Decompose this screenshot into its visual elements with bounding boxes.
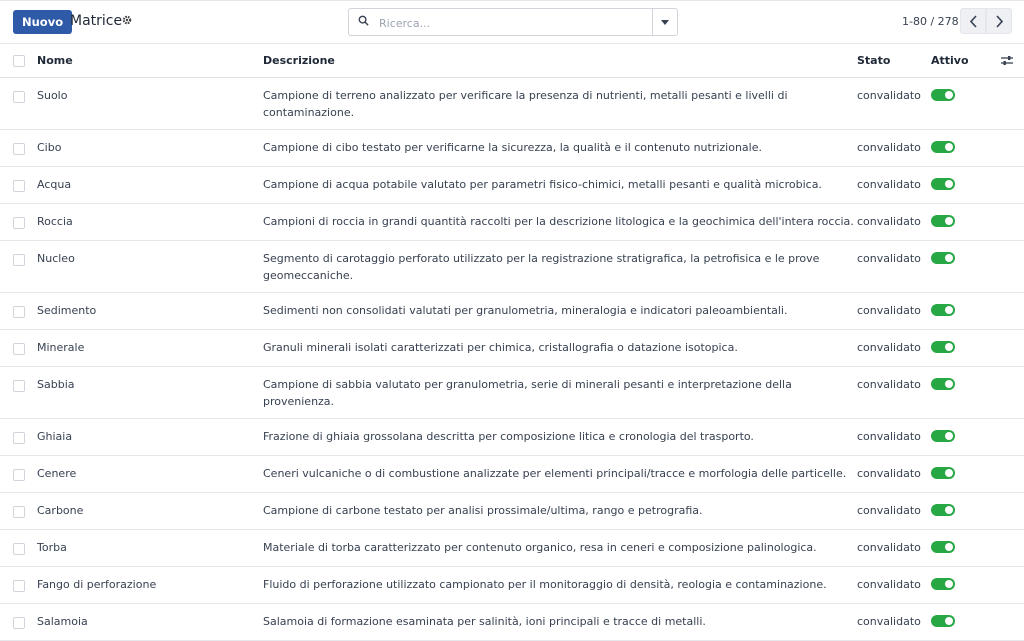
cell-name: Ghiaia	[37, 419, 263, 456]
active-toggle[interactable]	[931, 252, 955, 264]
pager-previous-button[interactable]	[960, 8, 986, 34]
cell-spacer	[1001, 493, 1024, 530]
active-toggle[interactable]	[931, 578, 955, 590]
row-checkbox[interactable]	[13, 380, 25, 392]
cell-state: convalidato	[857, 130, 931, 167]
cell-name: Roccia	[37, 204, 263, 241]
active-toggle[interactable]	[931, 541, 955, 553]
cell-description: Segmento di carotaggio perforato utilizzato per la registrazione stratigrafica, la petrofisica e le prove geomeccaniche.	[263, 241, 857, 293]
search-icon	[358, 15, 369, 26]
cell-description: Campione di acqua potabile valutato per parametri fisico-chimici, metalli pesanti e qualità microbica.	[263, 167, 857, 204]
pager-next-button[interactable]	[986, 8, 1012, 34]
table-row[interactable]	[0, 204, 1024, 241]
cell-spacer	[1001, 204, 1024, 241]
cell-description: Granuli minerali isolati caratterizzati per chimica, cristallografia o datazione isotopica.	[263, 330, 857, 367]
cell-description: Materiale di torba caratterizzato per contenuto organico, resa in ceneri e composizione palinologica.	[263, 530, 857, 567]
cell-spacer	[1001, 530, 1024, 567]
cell-state: convalidato	[857, 167, 931, 204]
cell-spacer	[1001, 330, 1024, 367]
active-toggle[interactable]	[931, 141, 955, 153]
cell-name: Carbone	[37, 493, 263, 530]
chevron-left-icon	[969, 15, 978, 28]
cell-description: Campioni di roccia in grandi quantità raccolti per la descrizione litologica e la geochimica dell'intera roccia.	[263, 204, 857, 241]
optional-columns-icon[interactable]	[1001, 55, 1013, 66]
table-row[interactable]	[0, 293, 1024, 330]
cell-name: Nucleo	[37, 241, 263, 293]
cell-name: Cibo	[37, 130, 263, 167]
cell-description: Salamoia di formazione esaminata per salinità, ioni principali e tracce di metalli.	[263, 604, 857, 641]
cell-spacer	[1001, 293, 1024, 330]
search-bar	[348, 8, 678, 36]
table-row[interactable]	[0, 604, 1024, 641]
column-header-state[interactable]: Stato	[857, 44, 931, 78]
table-row[interactable]	[0, 530, 1024, 567]
cell-state: convalidato	[857, 204, 931, 241]
table-row[interactable]	[0, 130, 1024, 167]
cell-spacer	[1001, 130, 1024, 167]
table-row[interactable]	[0, 241, 1024, 293]
active-toggle[interactable]	[931, 504, 955, 516]
cell-state: convalidato	[857, 604, 931, 641]
active-toggle[interactable]	[931, 215, 955, 227]
active-toggle[interactable]	[931, 430, 955, 442]
cell-state: convalidato	[857, 493, 931, 530]
row-checkbox[interactable]	[13, 432, 25, 444]
table-row[interactable]	[0, 419, 1024, 456]
column-header-active[interactable]: Attivo	[931, 44, 1001, 78]
row-checkbox[interactable]	[13, 506, 25, 518]
cell-description: Sedimenti non consolidati valutati per granulometria, mineralogia e indicatori paleoambientali.	[263, 293, 857, 330]
active-toggle[interactable]	[931, 304, 955, 316]
row-checkbox[interactable]	[13, 617, 25, 629]
list-table	[0, 44, 1024, 641]
table-row[interactable]	[0, 330, 1024, 367]
active-toggle[interactable]	[931, 467, 955, 479]
cell-name: Acqua	[37, 167, 263, 204]
table-row[interactable]	[0, 367, 1024, 419]
cell-state: convalidato	[857, 330, 931, 367]
cell-spacer	[1001, 78, 1024, 130]
gear-icon[interactable]	[122, 14, 132, 28]
cell-spacer	[1001, 567, 1024, 604]
cell-spacer	[1001, 419, 1024, 456]
cell-name: Fango di perforazione	[37, 567, 263, 604]
cell-description: Campione di cibo testato per verificarne la sicurezza, la qualità e il contenuto nutrizionale.	[263, 130, 857, 167]
row-checkbox[interactable]	[13, 180, 25, 192]
search-dropdown-toggle[interactable]	[652, 9, 677, 35]
cell-state: convalidato	[857, 241, 931, 293]
cell-spacer	[1001, 241, 1024, 293]
active-toggle[interactable]	[931, 89, 955, 101]
cell-spacer	[1001, 604, 1024, 641]
row-checkbox[interactable]	[13, 543, 25, 555]
row-checkbox[interactable]	[13, 580, 25, 592]
table-row[interactable]	[0, 567, 1024, 604]
column-header-description[interactable]: Descrizione	[263, 44, 857, 78]
cell-name: Salamoia	[37, 604, 263, 641]
row-checkbox[interactable]	[13, 217, 25, 229]
table-row[interactable]	[0, 493, 1024, 530]
cell-state: convalidato	[857, 367, 931, 419]
cell-spacer	[1001, 367, 1024, 419]
row-checkbox[interactable]	[13, 343, 25, 355]
table-header	[0, 44, 1024, 78]
cell-name: Minerale	[37, 330, 263, 367]
cell-name: Torba	[37, 530, 263, 567]
row-checkbox[interactable]	[13, 143, 25, 155]
table-row[interactable]	[0, 78, 1024, 130]
row-checkbox[interactable]	[13, 91, 25, 103]
cell-state: convalidato	[857, 293, 931, 330]
new-button[interactable]: Nuovo	[13, 10, 72, 34]
cell-state: convalidato	[857, 456, 931, 493]
cell-description: Campione di carbone testato per analisi prossimale/ultima, rango e petrografia.	[263, 493, 857, 530]
cell-name: Cenere	[37, 456, 263, 493]
cell-description: Campione di terreno analizzato per verificare la presenza di nutrienti, metalli pesanti e livelli di contaminazione.	[263, 78, 857, 130]
search-input[interactable]	[377, 13, 651, 33]
cell-description: Frazione di ghiaia grossolana descritta per composizione litica e cronologia del trasporto.	[263, 419, 857, 456]
active-toggle[interactable]	[931, 615, 955, 627]
select-all-checkbox[interactable]	[13, 55, 25, 67]
cell-description: Fluido di perforazione utilizzato campionato per il monitoraggio di densità, reologia e contaminazione.	[263, 567, 857, 604]
row-checkbox[interactable]	[13, 254, 25, 266]
control-panel	[0, 0, 1024, 44]
table-row[interactable]	[0, 456, 1024, 493]
cell-state: convalidato	[857, 530, 931, 567]
page-title: Matrice	[70, 13, 123, 29]
chevron-right-icon	[995, 15, 1004, 28]
active-toggle[interactable]	[931, 341, 955, 353]
cell-name: Suolo	[37, 78, 263, 130]
cell-spacer	[1001, 167, 1024, 204]
cell-state: convalidato	[857, 419, 931, 456]
active-toggle[interactable]	[931, 378, 955, 390]
cell-name: Sabbia	[37, 367, 263, 419]
pager-value[interactable]: 1-80 / 278	[902, 15, 959, 28]
row-checkbox[interactable]	[13, 469, 25, 481]
cell-description: Ceneri vulcaniche o di combustione analizzate per elementi principali/tracce e morfologia delle particelle.	[263, 456, 857, 493]
cell-description: Campione di sabbia valutato per granulometria, serie di minerali pesanti e interpretazione della provenienza.	[263, 367, 857, 419]
row-checkbox[interactable]	[13, 306, 25, 318]
cell-name: Sedimento	[37, 293, 263, 330]
cell-state: convalidato	[857, 567, 931, 604]
cell-state: convalidato	[857, 78, 931, 130]
active-toggle[interactable]	[931, 178, 955, 190]
cell-spacer	[1001, 456, 1024, 493]
table-row[interactable]	[0, 167, 1024, 204]
column-header-name[interactable]: Nome	[37, 44, 263, 78]
